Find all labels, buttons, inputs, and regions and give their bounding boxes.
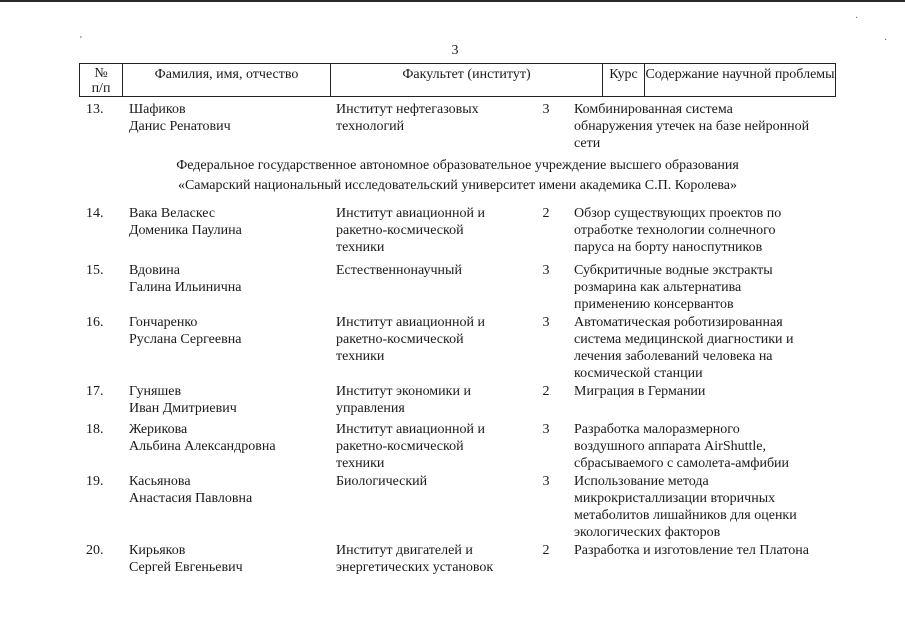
course: 3: [542, 315, 550, 330]
scan-speck: ·: [884, 35, 888, 46]
faculty: Институт авиационной и ракетно-космической техники: [336, 422, 485, 471]
student-name: Гончаренко Руслана Сергеевна: [129, 315, 242, 347]
student-name: Шафиков Данис Ренатович: [129, 102, 231, 134]
course: 3: [542, 474, 550, 489]
course: 3: [542, 102, 550, 117]
research-problem: Миграция в Германии: [574, 384, 706, 399]
course: 2: [542, 543, 550, 558]
faculty: Естественнонаучный: [336, 263, 462, 278]
header-faculty: Факультет (институт): [331, 64, 603, 96]
research-problem: Автоматическая роботизированная система медицинской диагностики и лечения заболеваний человека на космической станции: [574, 315, 794, 381]
row-number: 15.: [86, 263, 104, 278]
course: 3: [542, 263, 550, 278]
faculty: Институт авиационной и ракетно-космической техники: [336, 206, 485, 255]
course: 3: [542, 422, 550, 437]
student-name: Жерикова Альбина Александровна: [129, 422, 276, 454]
scan-speck: ·: [855, 13, 859, 24]
student-name: Касьянова Анастасия Павловна: [129, 474, 253, 506]
faculty: Институт авиационной и ракетно-космической техники: [336, 315, 485, 364]
row-number: 13.: [86, 102, 104, 117]
student-name: Гуняшев Иван Дмитриевич: [129, 384, 237, 416]
row-number: 20.: [86, 543, 104, 558]
research-problem: Комбинированная система обнаружения утечек на базе нейронной сети: [574, 102, 810, 151]
header-course: Курс: [603, 64, 645, 96]
research-problem: Разработка и изготовление тел Платона: [574, 543, 809, 558]
faculty: Институт двигателей и энергетических установок: [336, 543, 494, 575]
page-number: 3: [451, 43, 459, 58]
header-num: № п/п: [80, 64, 123, 96]
student-name: Вака Веласкес Доменика Паулина: [129, 206, 242, 238]
research-problem: Обзор существующих проектов по отработке технологии солнечного паруса на борту наноспутников: [574, 206, 782, 255]
row-number: 19.: [86, 474, 104, 489]
row-number: 14.: [86, 206, 104, 221]
student-name: Вдовина Галина Ильинична: [129, 263, 242, 295]
row-number: 16.: [86, 315, 104, 330]
scan-speck: ': [80, 35, 82, 46]
faculty: Институт экономики и управления: [336, 384, 471, 416]
table-header: [79, 63, 836, 97]
scan-top-border: [0, 0, 905, 2]
research-problem: Использование метода микрокристаллизации вторичных метаболитов лишайников для оценки экологических факторов: [574, 474, 797, 540]
header-name: Фамилия, имя, отчество: [123, 64, 331, 96]
research-problem: Разработка малоразмерного воздушного аппарата AirShuttle, сбрасываемого с самолета-амфибии: [574, 422, 790, 471]
course: 2: [542, 384, 550, 399]
faculty: Биологический: [336, 474, 428, 489]
row-number: 18.: [86, 422, 104, 437]
organization-name-line-2: «Самарский национальный исследовательский университет имени академика С.П. Королева»: [177, 178, 738, 193]
faculty: Институт нефтегазовых технологий: [336, 102, 479, 134]
research-problem: Субкритичные водные экстракты розмарина как альтернатива применению консервантов: [574, 263, 773, 312]
organization-name-line-1: Федеральное государственное автономное образовательное учреждение высшего образования: [176, 158, 739, 173]
course: 2: [542, 206, 550, 221]
student-name: Кирьяков Сергей Евгеньевич: [129, 543, 243, 575]
row-number: 17.: [86, 384, 104, 399]
header-problem: Содержание научной проблемы: [645, 67, 835, 82]
